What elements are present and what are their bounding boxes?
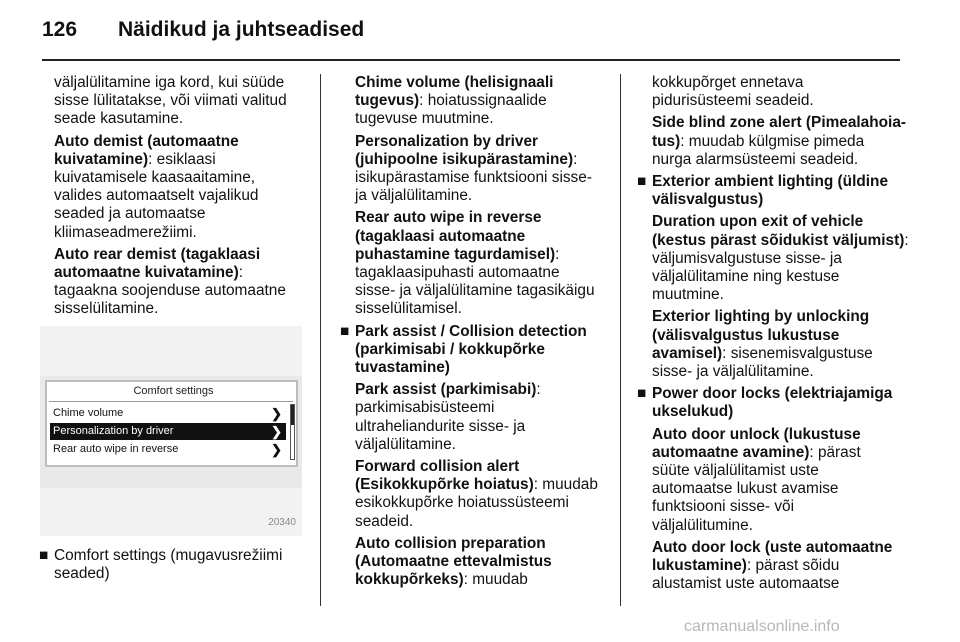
auto-demist-description: : esiklaasi kuivatamisele kaasaaitamine, valides automaatselt vajalikud seaded ja automaatse kliimaseadmerežiimi. xyxy=(54,150,259,241)
lighting-unlock-paragraph xyxy=(652,308,920,381)
park-assist-term: Park assist (parkimisabi) xyxy=(355,381,537,399)
auto-door-unlock-term: Auto door unlock (lukustuse automaatne avamine) xyxy=(652,425,861,461)
duration-exit-description: : väljumisvalgustuse sisse- ja väljalülitamine ning kestuse muutmine. xyxy=(652,231,909,304)
comfort-settings-bullet xyxy=(39,547,316,583)
personalization-description: : isikupärastamise funktsiooni sisse- ja väljalülitamine. xyxy=(355,150,592,205)
lighting-unlock-description: : sisenemisvalgustuse sisse- ja väljalülitamine. xyxy=(652,344,873,381)
header-divider xyxy=(42,59,900,61)
scrollbar-thumb xyxy=(291,405,294,425)
comfort-settings-figure xyxy=(40,326,302,536)
side-blind-zone-paragraph xyxy=(652,114,920,169)
figure-number: 20340 xyxy=(268,517,296,528)
forward-collision-term: Forward collision alert (Esikokkupõrke hoiatus) xyxy=(355,458,534,494)
park-assist-bullet xyxy=(340,322,617,378)
chevron-right-icon: ❯ xyxy=(271,424,282,439)
column-divider-1 xyxy=(320,74,321,606)
collision-preparation-description: : muudab xyxy=(463,571,528,589)
collision-preparation-paragraph xyxy=(355,535,617,590)
menu-item-label: Rear auto wipe in reverse xyxy=(53,443,179,455)
side-blind-zone-term: Side blind zone alert (Pimealahoia- tus) xyxy=(652,114,906,150)
chime-volume-term: Chime volume (helisignaali tugevus) xyxy=(355,74,554,110)
rear-auto-wipe-term: Rear auto wipe in reverse (tagaklaasi automaatne puhastamine tagurdamisel) xyxy=(355,209,556,263)
menu-item-label: Chime volume xyxy=(53,407,124,419)
menu-item-rear-auto-wipe xyxy=(50,441,286,458)
bullet-square-icon: ■ xyxy=(637,173,647,191)
auto-door-unlock-paragraph xyxy=(652,426,920,535)
collision-preparation-term: Auto collision preparation (Automaatne ettevalmistus kokkupõrkeks) xyxy=(355,534,552,589)
display-title: Comfort settings xyxy=(133,385,214,397)
column-divider-2 xyxy=(620,74,621,606)
auto-door-lock-paragraph xyxy=(652,539,920,594)
column-1 xyxy=(54,74,316,323)
bullet-square-icon: ■ xyxy=(340,322,350,340)
auto-door-lock-description: : pärast sõidu alustamist uste automaatse xyxy=(652,557,840,593)
rear-auto-wipe-paragraph xyxy=(355,209,617,318)
rear-auto-wipe-description: : tagaklaasipuhasti automaatne sisse- ja väljalülitamine tagasikäigu sisselülitamisel. xyxy=(355,245,595,318)
power-door-locks-heading: Power door locks (elektriajamiga ukselukud) xyxy=(652,385,893,421)
auto-rear-demist-description: : tagaakna soojenduse automaatne sisselülitamine. xyxy=(54,264,286,318)
duration-exit-term: Duration upon exit of vehicle (kestus pärast sõidukist väljumist) xyxy=(652,213,905,249)
forward-collision-paragraph xyxy=(355,458,617,531)
column-3 xyxy=(637,74,920,597)
menu-item-label: Personalization by driver xyxy=(53,425,174,437)
exterior-ambient-heading: Exterior ambient lighting (üldine välisvalgustus) xyxy=(652,173,888,209)
watermark: carmanualsonline.info xyxy=(684,618,840,635)
column-2 xyxy=(340,74,617,593)
auto-rear-demist-term: Auto rear demist (tagaklaasi automaatne kuivatamine) xyxy=(54,245,261,282)
display-screen xyxy=(45,380,298,467)
personalization-term: Personalization by driver (juhipoolne isikupärastamine) xyxy=(355,132,574,168)
exterior-ambient-bullet xyxy=(637,173,920,209)
park-assist-description: : parkimisabisüsteemi ultraheliandurite sisse- ja väljalülitamine. xyxy=(355,381,541,453)
page-number: 126 xyxy=(42,18,78,41)
auto-demist-paragraph xyxy=(54,133,316,242)
comfort-settings-bullet-block xyxy=(39,547,316,583)
auto-demist-term: Auto demist (automaatne kuivatamine) xyxy=(54,132,239,168)
bullet-square-icon: ■ xyxy=(39,547,49,564)
menu-item-personalization-by-driver xyxy=(50,423,286,440)
comfort-settings-heading: Comfort settings (mugavusrežiimi seaded) xyxy=(54,547,283,583)
menu-item-chime-volume xyxy=(50,405,286,422)
chime-volume-paragraph xyxy=(355,74,617,129)
personalization-paragraph xyxy=(355,133,617,206)
duration-exit-paragraph xyxy=(652,213,920,304)
display-scrollbar xyxy=(290,404,295,460)
display-title-divider xyxy=(49,401,293,402)
chevron-right-icon: ❯ xyxy=(271,406,282,421)
side-blind-zone-description: : muudab külgmise pimeda nurga alarmsüsteemi seadeid. xyxy=(652,132,865,168)
auto-door-lock-term: Auto door lock (uste automaatne lukustamine) xyxy=(652,538,893,575)
page-title: Näidikud ja juhtseadised xyxy=(118,18,365,41)
park-assist-paragraph xyxy=(355,381,617,454)
page-header xyxy=(0,0,960,60)
chime-volume-description: : hoiatussignaalide tugevuse muutmine. xyxy=(355,92,547,128)
collision-prep-continuation: kokkupõrget ennetava pidurisüsteemi seadeid. xyxy=(652,74,814,110)
chevron-right-icon: ❯ xyxy=(271,442,282,457)
bullet-square-icon: ■ xyxy=(637,385,647,403)
park-assist-heading: Park assist / Collision detection (parkimisabi / kokkupõrke tuvastamine) xyxy=(355,322,587,377)
lighting-unlock-term: Exterior lighting by unlocking (välisvalgustus lukustuse avamisel) xyxy=(652,308,870,362)
power-door-locks-bullet xyxy=(637,385,920,421)
intro-paragraph: väljalülitamine iga kord, kui süüde sisse lülitatakse, või viimati valitud seade kasutamine. xyxy=(54,74,287,128)
auto-door-unlock-description: : pärast süüte väljalülitamist uste automaatse lukust avamise funktsiooni sisse- või väljalülitumine. xyxy=(652,443,861,534)
auto-rear-demist-paragraph xyxy=(54,246,316,319)
forward-collision-description: : muudab esikokkupõrke hoiatussüsteemi seadeid. xyxy=(355,476,598,530)
